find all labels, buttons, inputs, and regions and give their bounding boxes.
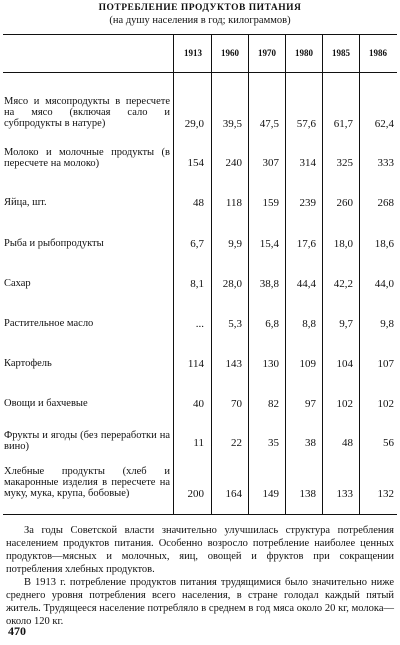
- table-top-rule: [3, 34, 397, 35]
- year-header: 1970: [258, 48, 276, 58]
- cell-value: 200: [187, 488, 204, 500]
- cell-value: 17,6: [296, 238, 316, 250]
- row-label: Растительное масло: [4, 318, 94, 329]
- cell-value: 8,8: [302, 318, 316, 330]
- cell-value: 11: [193, 437, 204, 449]
- cell-value: 39,5: [222, 118, 242, 130]
- cell-value: 9,8: [380, 318, 394, 330]
- cell-value: 325: [336, 157, 353, 169]
- cell-value: 28,0: [222, 278, 242, 290]
- cell-value: 132: [377, 488, 394, 500]
- cell-value: 82: [268, 398, 279, 410]
- row-label: Хлебные продукты (хлеб и макаронные изделия в пересчете на муку, мука, крупа, бобовые): [4, 466, 170, 499]
- cell-value: 260: [336, 197, 353, 209]
- body-paragraph: За годы Советской власти значительно улучшилась структура потребления населением продуктов питания. Особенно возросло потребление наиболее ценных продуктов—мясных и молочных, яиц, овощей и фруктов при сокращении потребления хлебных продуктов.: [6, 525, 394, 575]
- cell-value: 102: [336, 398, 353, 410]
- cell-value: 56: [383, 437, 394, 449]
- cell-value: 38,8: [259, 278, 279, 290]
- cell-value: 109: [299, 358, 316, 370]
- row-label: Молоко и молочные продукты (в пересчете на молоко): [4, 147, 170, 169]
- cell-value: 29,0: [184, 118, 204, 130]
- cell-value: 314: [299, 157, 316, 169]
- year-header: 1986: [369, 48, 387, 58]
- cell-value: 57,6: [296, 118, 316, 130]
- table-bottom-rule: [3, 514, 397, 515]
- year-header: 1913: [184, 48, 202, 58]
- cell-value: 159: [262, 197, 279, 209]
- cell-value: 9,7: [339, 318, 353, 330]
- cell-value: 35: [268, 437, 279, 449]
- cell-value: 149: [262, 488, 279, 500]
- cell-value: 97: [305, 398, 316, 410]
- cell-value: 40: [193, 398, 204, 410]
- cell-value: 240: [225, 157, 242, 169]
- cell-value: 42,2: [333, 278, 353, 290]
- cell-value: 62,4: [374, 118, 394, 130]
- cell-value: 18,0: [333, 238, 353, 250]
- cell-value: 61,7: [333, 118, 353, 130]
- cell-value: 268: [377, 197, 394, 209]
- year-header: 1985: [332, 48, 350, 58]
- cell-value: 6,7: [190, 238, 204, 250]
- row-label: Фрукты и ягоды (без переработки на вино): [4, 430, 170, 452]
- cell-value: 47,5: [259, 118, 279, 130]
- cell-value: 5,3: [228, 318, 242, 330]
- cell-value: 164: [225, 488, 242, 500]
- cell-value: 15,4: [259, 238, 279, 250]
- cell-value: ...: [195, 318, 204, 330]
- cell-value: 333: [377, 157, 394, 169]
- row-label: Мясо и мясопродукты в пересчете на мясо (включая сало и субпродукты в натуре): [4, 96, 170, 129]
- cell-value: 133: [336, 488, 353, 500]
- row-label: Сахар: [4, 278, 31, 289]
- cell-value: 239: [299, 197, 316, 209]
- row-label: Овощи и бахчевые: [4, 398, 88, 409]
- cell-value: 38: [305, 437, 316, 449]
- year-header: 1960: [221, 48, 239, 58]
- cell-value: 114: [187, 358, 204, 370]
- cell-value: 48: [193, 197, 204, 209]
- cell-value: 154: [187, 157, 204, 169]
- cell-value: 22: [231, 437, 242, 449]
- cell-value: 138: [299, 488, 316, 500]
- row-label: Рыба и рыбопродукты: [4, 238, 104, 249]
- cell-value: 9,9: [228, 238, 242, 250]
- cell-value: 48: [342, 437, 353, 449]
- body-paragraph: В 1913 г. потребление продуктов питания трудящимися было значительно ниже среднего уровня потребления всего населения, в стране голодал каждый пятый житель. Трудящееся население потребляло в среднем в год мяса около 20 кг, молока—около 120 кг.: [6, 577, 394, 627]
- cell-value: 143: [225, 358, 242, 370]
- cell-value: 44,4: [296, 278, 316, 290]
- cell-value: 102: [377, 398, 394, 410]
- cell-value: 6,8: [265, 318, 279, 330]
- cell-value: 8,1: [190, 278, 204, 290]
- year-header: 1980: [295, 48, 313, 58]
- cell-value: 104: [336, 358, 353, 370]
- page-number: 470: [8, 624, 26, 638]
- cell-value: 70: [231, 398, 242, 410]
- cell-value: 44,0: [374, 278, 394, 290]
- cell-value: 18,6: [374, 238, 394, 250]
- cell-value: 307: [262, 157, 279, 169]
- table-header-rule: [3, 72, 397, 73]
- cell-value: 118: [225, 197, 242, 209]
- table-title: ПОТРЕБЛЕНИЕ ПРОДУКТОВ ПИТАНИЯ: [98, 3, 302, 13]
- table-subtitle: (на душу населения в год; килограммов): [109, 15, 291, 26]
- cell-value: 107: [377, 358, 394, 370]
- row-label: Яйца, шт.: [4, 197, 47, 208]
- cell-value: 130: [262, 358, 279, 370]
- row-label: Картофель: [4, 358, 52, 369]
